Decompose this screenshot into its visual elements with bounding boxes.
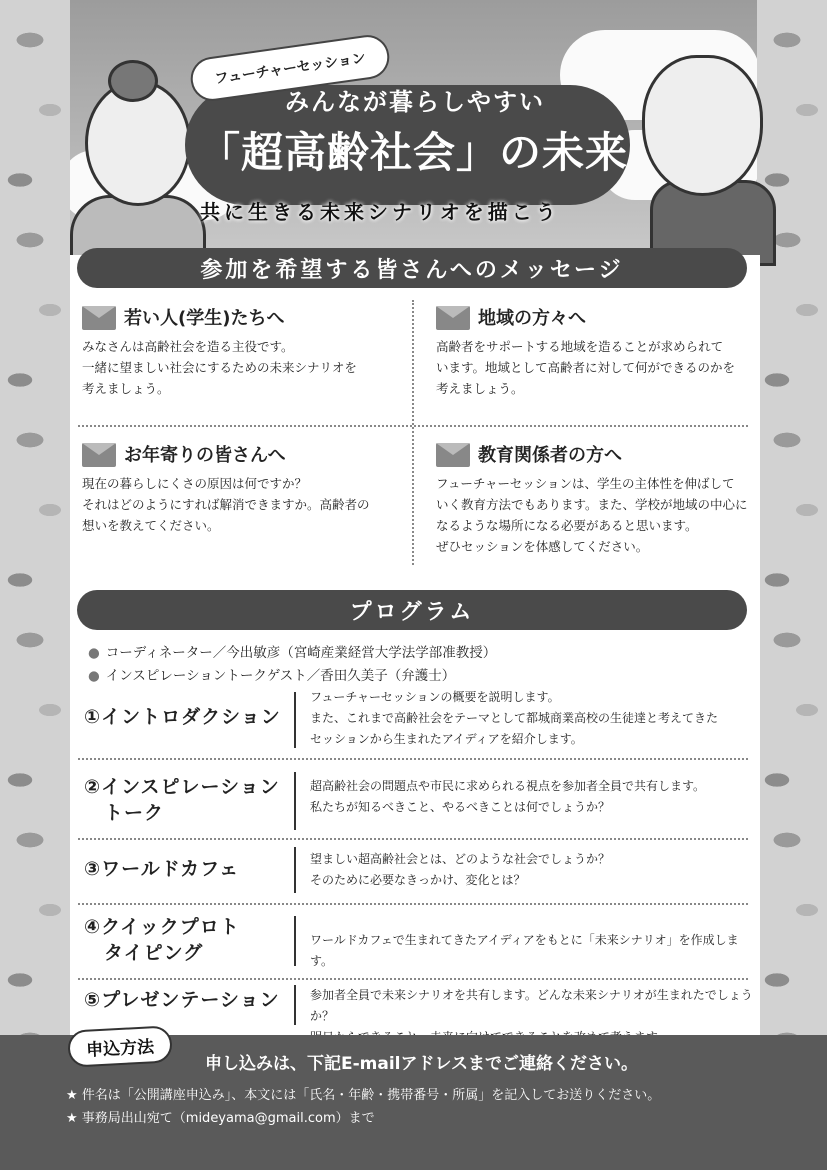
card-line: 現在の暮らしにくさの原因は何ですか？ <box>82 476 308 491</box>
card-line: 考えましょう。 <box>436 381 524 396</box>
envelope-icon <box>82 443 116 467</box>
message-card-students <box>82 306 402 399</box>
card-title: 地域の方々へ <box>478 307 586 329</box>
grandfather-illustration <box>642 55 763 196</box>
program-item-introduction <box>80 690 750 750</box>
card-line: みなさんは高齢社会を造る主役です。 <box>82 339 294 354</box>
program-divider <box>294 772 296 830</box>
vertical-divider <box>412 300 414 565</box>
card-line: ぜひセッションを体感してください。 <box>436 539 649 554</box>
horizontal-divider <box>78 425 748 427</box>
subtitle-tag: フューチャーセッション <box>188 32 393 103</box>
program-item-name: ①イントロダクション <box>84 706 281 728</box>
program-section-title: プログラム <box>77 590 747 630</box>
program-item-inspiration-talk <box>80 770 750 832</box>
contact-email-note: ★ 事務局出山宛て（mideyama@gmail.com）まで <box>66 1111 375 1126</box>
page-title: 「超高齢社会」の未来 <box>198 128 629 177</box>
envelope-icon <box>436 306 470 330</box>
apply-instruction: 申し込みは、下記E-mailアドレスまでご連絡ください。 <box>205 1054 638 1074</box>
card-line: 考えましょう。 <box>82 381 170 396</box>
program-item-description: 超高齢社会の問題点や市民に求められる視点を参加者全員で共有します。 私たちが知るべきこと、やるべきことは何でしょうか？ <box>310 779 706 814</box>
program-row-divider <box>78 838 748 840</box>
grandmother-hair-bun <box>108 60 158 102</box>
program-row-divider <box>78 978 748 980</box>
card-line: 高齢者をサポートする地域を造ることが求められて <box>436 339 724 354</box>
program-item-description: 参加者全員で未来シナリオを共有します。どんな未来シナリオが生まれたでしょうか？ <box>310 988 753 1023</box>
card-title: 教育関係者の方へ <box>478 444 622 466</box>
program-divider <box>294 985 296 1025</box>
headline-small: みんなが暮らしやすい <box>285 88 545 116</box>
program-item-name: ②インスピレーション トーク <box>84 776 280 824</box>
card-line: 想いを教えてください。 <box>82 518 220 533</box>
message-card-elderly <box>82 443 402 536</box>
program-divider <box>294 916 296 966</box>
guest-line: ● インスピレーショントークゲスト／香田久美子（弁護士） <box>88 664 455 684</box>
subject-note: ★ 件名は「公開講座申込み」、本文には「氏名・年齢・携帯番号・所属」を記入してお送りください。 <box>66 1088 661 1103</box>
card-line: フューチャーセッションは、学生の主体性を伸ばして <box>436 476 735 491</box>
envelope-icon <box>82 306 116 330</box>
card-line: います。地域として高齢者に対して何ができるのかを <box>436 360 736 375</box>
program-item-description: フューチャーセッションの概要を説明します。 また、これまで高齢社会をテーマとして都城商業高校の生徒達と考えてきた セッションから生まれたアイディアを紹介します。 <box>310 690 719 746</box>
program-item-presentation <box>80 985 753 1031</box>
card-line: いく教育方法でもあります。また、学校が地域の中心に <box>436 497 748 512</box>
program-item-description: ワールドカフェで生まれてきたアイディアをもとに「未来シナリオ」を作成します。 <box>310 933 739 968</box>
program-divider <box>294 847 296 893</box>
program-row-divider <box>78 758 748 760</box>
program-item-name: ⑤プレゼンテーション <box>84 989 280 1011</box>
program-item-description: 望ましい超高齢社会とは、どのような社会でしょうか？ そのために必要なきっかけ、変化とは？ <box>310 852 611 887</box>
program-row-divider <box>78 903 748 905</box>
program-item-world-cafe <box>80 847 750 897</box>
program-divider <box>294 692 296 748</box>
card-line: それはどのようにすれば解消できますか。高齢者の <box>82 497 370 512</box>
card-line: 一緒に望ましい社会にするための未来シナリオを <box>82 360 357 375</box>
program-item-name: ④クイックプロト タイピング <box>84 916 240 964</box>
application-footer <box>0 1035 827 1170</box>
message-card-community <box>436 306 756 399</box>
card-title: お年寄りの皆さんへ <box>124 444 286 466</box>
coordinator-line: ● コーディネーター／今出敏彦（宮崎産業経営大学法学部准教授） <box>88 641 496 661</box>
message-card-educators <box>436 443 756 557</box>
envelope-icon <box>436 443 470 467</box>
program-item-name: ③ワールドカフェ <box>84 858 240 880</box>
card-title: 若い人(学生)たちへ <box>124 307 285 329</box>
program-item-quick-prototyping <box>80 912 750 972</box>
leaves-right-decoration <box>757 0 827 1170</box>
messages-section-title: 参加を希望する皆さんへのメッセージ <box>77 248 747 288</box>
apply-method-tag: 申込方法 <box>67 1025 173 1067</box>
tagline: 共に生きる未来シナリオを描こう <box>200 200 560 224</box>
leaves-left-decoration <box>0 0 70 1170</box>
card-line: なるような場所になる必要があると思います。 <box>436 518 698 533</box>
